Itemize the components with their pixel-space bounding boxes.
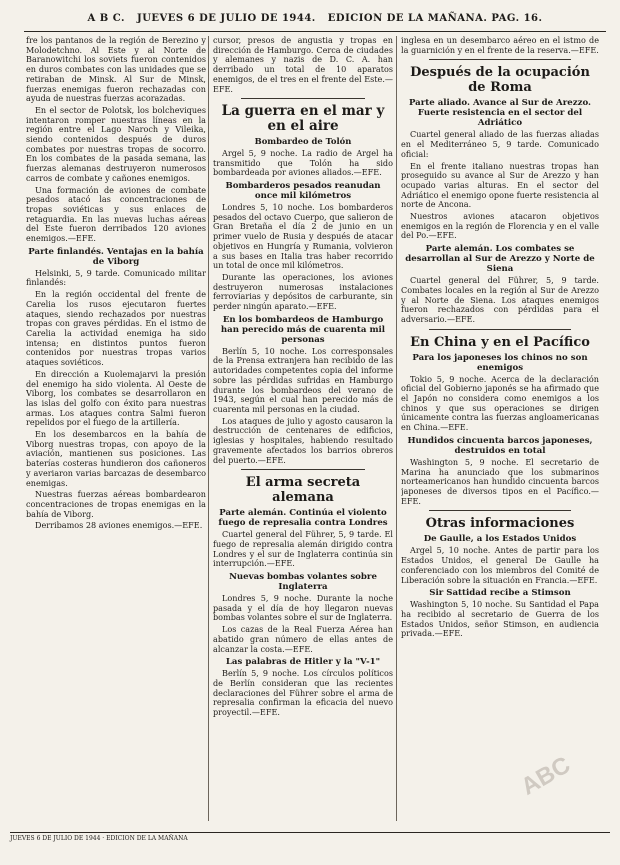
subhead-toulon: Bombardeo de Tolón [254, 136, 352, 147]
article-paragraph: Berlín 5, 9 noche. Los círculos políticos de Berlín consideran que las recientes declaraciones del Führer sobre el arma de represalia confirman la eficacia del nuevo proyectil.—EFE. [213, 668, 393, 718]
separator [241, 469, 365, 470]
subhead-japanese: Para los japoneses los chinos no son enemigos [412, 352, 588, 373]
headline-war-sea-air: La guerra en el mar y en el aire [221, 103, 385, 135]
masthead-paper: A B C. [87, 12, 125, 24]
column-divider [208, 36, 209, 821]
subhead-german-report: Parte alemán. Los combates se desarrollan al Sur de Arezzo y Norte de Siena [405, 244, 595, 275]
subhead-new-bombs: Nuevas bombas volantes sobre Inglaterra [229, 572, 377, 593]
article-paragraph: En la región occidental del frente de Carelia los rusos ejecutaron fuertes ataques, siendo rechazados por nuestras tropas con graves pérdidas. En el istmo de Carelia la actividad enemiga ha sido intensa; en distintos puntos fueron contenidos por nuestras tropas varios ataques soviéticos. [26, 289, 206, 368]
separator [429, 329, 571, 330]
separator [429, 510, 571, 511]
watermark-logo: ABC [516, 751, 576, 801]
article-paragraph: Una formación de aviones de combate pesados atacó las concentraciones de tropas soviéticas y sus enlaces de retaguardia. En las nuevas luchas aéreas del Este fueron derribados 120 aviones enemigos.—EFE. [26, 184, 206, 244]
subhead-stimson: Sir Sattidad recibe a Stimson [429, 588, 571, 599]
article-paragraph: Los ataques de julio y agosto causaron la destrucción de centenares de edificios, iglesias y hospitales, habiendo resultado gravemente afectados los barrios obreros del puerto.—EFE. [213, 415, 393, 465]
article-paragraph: inglesa en un desembarco aéreo en el istmo de la guarnición y en el frente de la reserva.—EFE. [401, 36, 599, 55]
subhead-german-report: Parte alemán. Continúa el violento fuego de represalia contra Londres [218, 508, 388, 529]
article-paragraph: Derribamos 28 aviones enemigos.—EFE. [35, 520, 203, 531]
masthead [24, 6, 606, 30]
article-paragraph: Cuartel general del Führer, 5, 9 tarde. Combates locales en la región al Sur de Arezzo y al Norte de Siena. Los ataques enemigos fueron rechazados con pérdidas para el adversario.—EFE. [401, 275, 599, 324]
article-paragraph: Cuartel general del Führer, 5, 9 tarde. El fuego de represalia alemán dirigido contra Londres y el sur de Inglaterra continúa sin interrupción.—EFE. [213, 529, 393, 569]
article-paragraph: Nuestras fuerzas aéreas bombardearon concentraciones de tropas enemigas en la bahía de Viborg. [26, 489, 206, 519]
article-paragraph: cursor, presos de angustia y tropas en dirección de Hamburgo. Cerca de ciudades y alemanes y nazis de D. C. A. han derribado un total de 10 aparatos enemigos, de el tres en el frente del Este.—EFE. [213, 36, 393, 94]
subhead-bombers: Bombarderos pesados reanudan once mil kilómetros [225, 181, 381, 202]
headline-finnish-report: Parte finlandés. Ventajas en la bahía de Viborg [28, 246, 204, 267]
article-paragraph: Cuartel general aliado de las fuerzas aliadas en el Mediterráneo 5, 9 tarde. Comunicado oficial: [401, 129, 599, 159]
subhead-ships: Hundidos cincuenta barcos japoneses, destruidos en total [407, 435, 593, 456]
article-paragraph: Los cazas de la Real Fuerza Aérea han abatido gran número de ellas antes de alcanzar la costa.—EFE. [213, 624, 393, 654]
top-rule [24, 31, 606, 32]
article-paragraph: Durante las operaciones, los aviones destruyeron numerosas instalaciones ferroviarias y depósitos de carburante, sin perder ningún aparato.—EFE. [213, 271, 393, 312]
article-paragraph: En el frente italiano nuestras tropas han proseguido su avance al Sur de Arezzo y han ocupado varias alturas. En el sector del Adriático el enemigo opone fuerte resistencia al norte de Ancona. [401, 160, 599, 210]
headline-china-pacific: En China y en el Pacífico [410, 334, 590, 350]
article-paragraph: En dirección a Kuolemajarvi la presión del enemigo ha sido violenta. Al Oeste de Viborg, los combates se desarrollaron en las islas del golfo con éxito para nuestras armas. Los ataques contra Salmi fueron repelidos por el fuego de la artillería. [26, 368, 206, 428]
headline-secret-weapon: El arma secreta alemana [245, 475, 361, 506]
dateline: Helsinki, 5, 9 tarde. Comunicado militar finlandés: [26, 267, 206, 288]
subhead-allied-report: Parte aliado. Avance al Sur de Arezzo. Fuerte resistencia en el sector del Adriático [408, 98, 592, 129]
article-paragraph: Argel 5, 9 noche. La radio de Argel ha transmitido que Tolón ha sido bombardeada por aviones aliados.—EFE. [213, 147, 393, 178]
subhead-de-gaulle: De Gaulle, a los Estados Unidos [423, 534, 577, 545]
article-paragraph: Washington 5, 9 noche. El secretario de Marina ha anunciado que los submarinos norteamericanos han hundido cincuenta barcos japoneses de diversos tipos en el Pacífico.—EFE. [401, 456, 599, 506]
column-2 [213, 36, 393, 821]
article-paragraph: Berlín 5, 10 noche. Los corresponsales de la Prensa extranjera han recibido de las autoridades competentes copia del informe sobre las pérdidas sufridas en Hamburgo durante los bombardeos del verano de 1943, según el cual han perecido más de cuarenta mil personas en la ciudad. [213, 345, 393, 414]
article-paragraph: Tokio 5, 9 noche. Acerca de la declaración oficial del Gobierno japonés se ha afirmado que el Japón no considera como enemigos a los chinos y que sus operaciones se dirigen únicamente contra las fuerzas angloamericanas en China.—EFE. [401, 373, 599, 433]
article-paragraph: En los desembarcos en la bahía de Viborg nuestras tropas, con apoyo de la aviación, mantienen sus posiciones. Las baterías costeras hundieron dos cañoneros y averiaron varias barcazas de desembarco enemigas. [26, 429, 206, 488]
subhead-hamburg: En los bombardeos de Hamburgo han perecido más de cuarenta mil personas [220, 314, 386, 345]
article-paragraph: En el sector de Polotsk, los bolcheviques intentaron romper nuestras líneas en la región entre el Lago Naroch y Vileika, siendo contenidos después de duros combates por nuestras tropas de socorro. En los combates de la pasada semana, las fuerzas alemanas destruyeron numerosos carros de combate y cañones enemigos. [26, 104, 206, 183]
article-paragraph: fre los pantanos de la región de Berezino y Molodetchno. Al Este y al Norte de Baranowitchi los soviets fueron contenidos en duros combates con las unidades que se retiraban de Minsk. Al Sur de Minsk, fuerzas enemigas fueron rechazadas con ayuda de nuestras fuerzas acorazadas. [26, 36, 206, 104]
column-1 [26, 36, 206, 821]
article-paragraph: Washington 5, 10 noche. Su Santidad el Papa ha recibido al secretario de Guerra de los Estados Unidos, señor Stimson, en audiencia privada.—EFE. [401, 599, 599, 639]
article-paragraph: Londres 5, 10 noche. Los bombarderos pesados del octavo Cuerpo, que salieron de Gran Bretaña el día 2 de junio en un primer vuelo de Rusia y después de atacar objetivos en Hungría y Rumania, volvieron a sus bases en Italia tras haber recorrido un total de once mil kilómetros. [213, 202, 393, 271]
article-paragraph: Londres 5, 9 noche. Durante la noche pasada y el día de hoy llegaron nuevas bombas volantes sobre el sur de Inglaterra. [213, 593, 393, 623]
headline-rome: Después de la ocupación de Roma [410, 65, 590, 96]
subhead-hitler: Las palabras de Hitler y la "V-1" [225, 657, 381, 668]
masthead-edition: EDICION DE LA MAÑANA. PAG. 16. [327, 12, 543, 24]
column-3 [401, 36, 599, 821]
article-paragraph: Argel 5, 10 noche. Antes de partir para los Estados Unidos, el general De Gaulle ha conferenciado con los miembros del Comité de Liberación sobre la situación en Francia.—EFE. [401, 545, 599, 585]
headline-other-news: Otras informaciones [425, 516, 575, 532]
masthead-date: JUEVES 6 DE JULIO DE 1944. [136, 12, 316, 24]
page-footer: JUEVES 6 DE JULIO DE 1944 · EDICION DE LA MAÑANA [10, 832, 610, 845]
separator [429, 59, 571, 60]
article-paragraph: Nuestros aviones atacaron objetivos enemigos en la región de Florencia y en el valle del Po.—EFE. [401, 211, 599, 241]
column-divider [396, 36, 397, 821]
separator [241, 98, 365, 99]
